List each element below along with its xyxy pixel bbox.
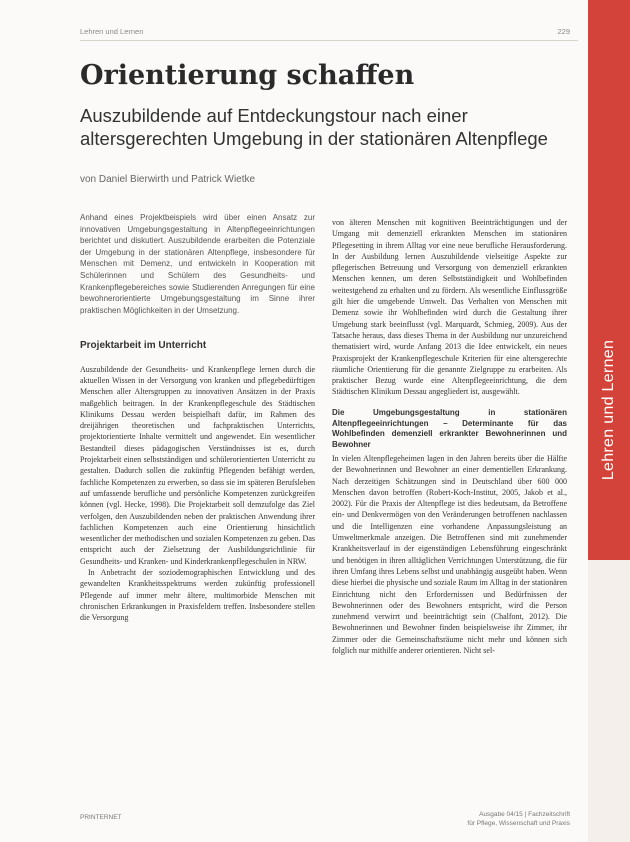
body-paragraph: Auszubildende der Gesundheits- und Krankenpflege lernen durch die aktuellen Wissen in der Versorgung von kranken und pflegebedürftigen Menschen aller Altersgruppen zu innovativen Ansätzen in der Praxis maßgeblich beitragen. In der Krankenpflegeschule des Städtischen Klinikums Dessau werden beispielhaft dafür, im Rahmen des dreijährigen theoretischen und fachpraktischen Unterrichts, projektorientierte Inhalte vermittelt und angewendet. Ein wesentlicher Bestandteil dieses pädagogischen Verständnisses ist es, durch Projektarbeit einen selbstständigen und schülerorientierten Unterricht zu gestalten. Dadurch sollen die zukünftig Pflegenden befähigt werden, fachliche Kompetenzen zu erwerben, so dass sie im späteren Berufsleben auf umfassende berufliche und persönliche Kompetenzen zurückgreifen können (vgl. Hecke, 1998). Die Projektarbeit soll demzufolge das Ziel verfolgen, den Auszubildenden neben der praktischen Anwendung ihrer fachlichen Kompetenzen auch eine Orientierung hinsichtlich wesentlicher der methodischen und sozialen Kompetenzen zu geben. Das entspricht auch der Zielsetzung der Ausbildungsrichtlinie für Gesundheits- und Kranken- und Kinderkrankenpflegeschulen in NRW.	[80, 364, 315, 566]
running-header-section: Lehren und Lernen	[80, 27, 144, 36]
footer-line: Ausgabe 04/15 | Fachzeitschrift	[479, 811, 570, 818]
side-tab-label: Lehren und Lernen	[600, 339, 618, 481]
body-paragraph: In Anbetracht der soziodemographischen Entwicklung und des gewandelten Krankheitsspektrums werden zukünftig professionell Pflegende auf immer mehr ältere, multimorbide Menschen mit chronischen Erkrankungen in Praxisfeldern treffen. Insbesondere stellen die Versorgung	[80, 567, 315, 623]
footer-journal-info	[467, 810, 570, 828]
left-column	[80, 212, 315, 623]
body-paragraph: von älteren Menschen mit kognitiven Beeinträchtigungen und der Umgang mit demenziell erkrankten Menschen im stationären Pflegesetting in ihrem Alltag vor eine neue berufliche Herausforderung. In der Ausbildung lernen Auszubildende vielseitige Aspekte zur pflegerischen Betreuung und Versorgung von demenziell erkrankten Menschen kennen, um deren Selbstständigkeit und Wohlbefinden weitestgehend zu erhalten und zu fördern. Als wesentliche Einflussgröße gilt hier die umgebende Umwelt. Das Verhalten von Menschen mit Demenz sowie ihr Wohlbefinden wird durch die Gestaltung ihrer Umgebung stark beeinflusst (vgl. Marquardt, Schmieg, 2009). Aus der Tatsache heraus, dass dieses Thema in der Ausbildung nur unzureichend thematisiert wird, wurde Anfang 2013 die Idee entwickelt, ein neues Praxisprojekt der Krankenpflegeschule Kriterien für eine altersgerechte räumliche Orientierung für die genannte Zielgruppe zu erarbeiten. Als praktischer Bezug wurde eine Altenpflegeeinrichtung, die dem Städtischen Klinikum Dessau angegliedert ist, ausgewählt.	[332, 218, 567, 397]
article-byline: von Daniel Bierwirth und Patrick Wietke	[80, 174, 256, 185]
body-paragraph: In vielen Altenpflegeheimen lagen in den Jahren bereits über die Hälfte der Bewohnerinnen und Bewohner an einer dementiellen Erkrankung. Nach derzeitigen Schätzungen sind in Deutschland über 600 000 Menschen davon betroffen (Robert-Koch-Institut, 2005, Jakob et al., 2002). Für die Praxis der Altenpflege ist dies bedeutsam, da Betroffene ein- und Denkvermögen von den Veränderungen betroffenen nachlassen und die Intelligenzen eine vorhandene Anpassungsleistung an Umweltmerkmale anzeigen. Die Betroffenen sind mit zunehmender Krankheitsverlauf in der eigenständigen Lebensführung eingeschränkt und benötigen in ihren alltäglichen Verrichtungen Unterstützung, die für ihren Umfang ihres Lebens selbst und unabhängig ausgeübt haben. Wenn diese hierbei die physische und soziale Raum im Alltag in der stationären Einrichtung nicht den Erfordernissen und Bedürfnissen der Bewohnerinnen oder des Bewohners entspricht, wird die Person zunehmend verwirrt und beeinträchtigt sein (Chalfont, 2012). Die Bewohnerinnen und Bewohner finden beispielsweise ihr Zimmer, ihr Zimmer oder die Gemeinschaftsräume nicht mehr und können sich folglich nur mithilfe anderer orientieren. Nicht sel-	[332, 453, 567, 655]
side-tab	[594, 300, 624, 520]
page-number: 229	[557, 27, 570, 36]
article-subtitle: Auszubildende auf Entdeckungstour nach einer altersgerechten Umgebung in der stationären Altenpflege	[80, 105, 548, 149]
footer-line: für Pflege, Wissenschaft und Praxis	[467, 820, 570, 827]
section-heading: Projektarbeit im Unterricht	[80, 340, 207, 352]
right-column	[332, 217, 567, 656]
footer-publisher: PRINTERNET	[80, 814, 122, 821]
article-lead: Anhand eines Projektbeispiels wird über einen Ansatz zur innovativen Umgebungsgestaltung in Altenpflegeeinrichtungen berichtet und diskutiert. Auszubildende erarbeiten die Potenziale der Umgebung in der stationären Altenpflege, insbesondere für Menschen mit Demenz, und entwickeln in Kooperation mit Schülerinnen und Schülern des Gesundheits- und Krankenpflegebereiches sowie Studierenden Anregungen für eine bewohnerorientierte Umgebungsgestaltung im Sinne ihrer praktischen Möglichkeiten in der Umsetzung.	[80, 213, 315, 315]
article-title: Orientierung schaffen	[80, 60, 415, 91]
header-rule	[80, 40, 578, 41]
subsection-heading: Die Umgebungsgestaltung in stationären Altenpflegeeinrichtungen – Determinante für das Wohlbefinden demenziell erkrankter Bewohnerinnen und Bewohner	[332, 407, 567, 450]
